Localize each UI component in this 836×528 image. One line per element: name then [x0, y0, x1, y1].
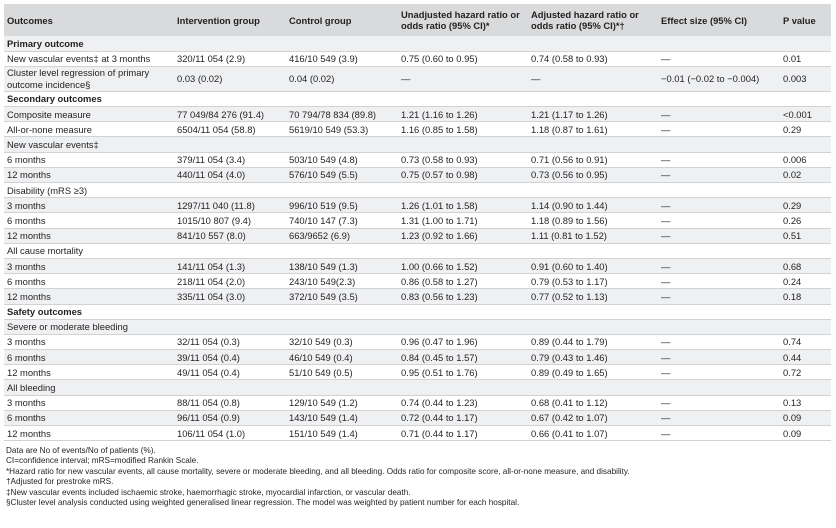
effect-size-cell: — — [658, 107, 780, 122]
outcome-cell: 3 months — [4, 395, 174, 410]
table-row — [4, 258, 831, 273]
table-footnotes — [6, 446, 630, 508]
effect-size-cell: — — [658, 289, 780, 304]
p-value-cell: 0.02 — [780, 167, 831, 182]
outcome-cell: All bleeding — [4, 380, 174, 395]
control-cell: 138/10 549 (1.3) — [286, 258, 398, 273]
header-control: Control group — [289, 14, 352, 26]
adjusted-cell — [528, 183, 658, 198]
effect-size-cell: — — [658, 426, 780, 441]
subgroup-header-row — [4, 183, 831, 198]
outcome-cell: 6 months — [4, 152, 174, 167]
table-row — [4, 274, 831, 289]
footnote: †Adjusted for prestroke mRS. — [6, 477, 114, 487]
p-value-cell: 0.29 — [780, 122, 831, 137]
unadjusted-cell: 0.71 (0.44 to 1.17) — [398, 426, 528, 441]
intervention-cell: 1297/11 040 (11.8) — [174, 198, 286, 213]
table-row — [4, 410, 831, 425]
outcome-cell: Secondary outcomes — [4, 91, 174, 106]
outcome-cell: Severe or moderate bleeding — [4, 319, 174, 334]
control-cell — [286, 380, 398, 395]
section-header-row — [4, 36, 831, 51]
outcome-cell: New vascular events‡ at 3 months — [4, 51, 174, 66]
intervention-cell: 32/11 054 (0.3) — [174, 334, 286, 349]
unadjusted-cell: 0.96 (0.47 to 1.96) — [398, 334, 528, 349]
control-cell — [286, 36, 398, 51]
intervention-cell: 96/11 054 (0.9) — [174, 410, 286, 425]
intervention-cell: 1015/10 807 (9.4) — [174, 213, 286, 228]
unadjusted-cell: 0.83 (0.56 to 1.23) — [398, 289, 528, 304]
effect-size-cell — [658, 304, 780, 319]
unadjusted-cell: 0.74 (0.44 to 1.23) — [398, 395, 528, 410]
adjusted-cell: 0.66 (0.41 to 1.07) — [528, 426, 658, 441]
intervention-cell: 77 049/84 276 (91.4) — [174, 107, 286, 122]
intervention-cell: 320/11 054 (2.9) — [174, 51, 286, 66]
p-value-cell — [780, 183, 831, 198]
p-value-cell: 0.74 — [780, 334, 831, 349]
outcome-cell: Disability (mRS ≥3) — [4, 183, 174, 198]
table-body — [4, 36, 831, 441]
effect-size-cell: — — [658, 258, 780, 273]
control-cell: 503/10 549 (4.8) — [286, 152, 398, 167]
footnote: ‡New vascular events included ischaemic stroke, haemorrhagic stroke, myocardial infarction, or vascular death. — [6, 487, 411, 497]
results-table — [4, 4, 831, 441]
control-cell: 70 794/78 834 (89.8) — [286, 107, 398, 122]
control-cell: 663/9652 (6.9) — [286, 228, 398, 243]
effect-size-cell: — — [658, 51, 780, 66]
footnote: Data are No of events/No of patients (%). — [6, 446, 156, 455]
p-value-cell — [780, 137, 831, 152]
outcome-cell: 12 months — [4, 289, 174, 304]
effect-size-cell: — — [658, 198, 780, 213]
header-outcomes: Outcomes — [7, 14, 53, 26]
adjusted-cell — [528, 36, 658, 51]
p-value-cell: 0.44 — [780, 350, 831, 365]
adjusted-cell: 1.18 (0.87 to 1.61) — [528, 122, 658, 137]
outcome-cell: 3 months — [4, 334, 174, 349]
intervention-cell — [174, 137, 286, 152]
adjusted-cell: 0.79 (0.43 to 1.46) — [528, 350, 658, 365]
effect-size-cell: — — [658, 274, 780, 289]
effect-size-cell: — — [658, 365, 780, 380]
intervention-cell: 379/11 054 (3.4) — [174, 152, 286, 167]
adjusted-cell — [528, 91, 658, 106]
adjusted-cell: 1.21 (1.17 to 1.26) — [528, 107, 658, 122]
unadjusted-cell: 0.86 (0.58 to 1.27) — [398, 274, 528, 289]
p-value-cell: 0.09 — [780, 426, 831, 441]
p-value-cell — [780, 36, 831, 51]
unadjusted-cell: 1.21 (1.16 to 1.26) — [398, 107, 528, 122]
adjusted-cell: — — [528, 66, 658, 91]
effect-size-cell — [658, 319, 780, 334]
unadjusted-cell: 1.31 (1.00 to 1.71) — [398, 213, 528, 228]
adjusted-cell: 0.79 (0.53 to 1.17) — [528, 274, 658, 289]
table-header-row — [4, 4, 831, 36]
p-value-cell: 0.18 — [780, 289, 831, 304]
unadjusted-cell — [398, 36, 528, 51]
effect-size-cell: — — [658, 350, 780, 365]
control-cell: 996/10 519 (9.5) — [286, 198, 398, 213]
adjusted-cell: 0.77 (0.52 to 1.13) — [528, 289, 658, 304]
p-value-cell: 0.003 — [780, 66, 831, 91]
effect-size-cell: — — [658, 334, 780, 349]
adjusted-cell — [528, 380, 658, 395]
adjusted-cell: 0.74 (0.58 to 0.93) — [528, 51, 658, 66]
adjusted-cell — [528, 243, 658, 258]
unadjusted-cell: 0.75 (0.60 to 0.95) — [398, 51, 528, 66]
intervention-cell: 218/11 054 (2.0) — [174, 274, 286, 289]
adjusted-cell: 1.14 (0.90 to 1.44) — [528, 198, 658, 213]
unadjusted-cell — [398, 91, 528, 106]
section-header-row — [4, 91, 831, 106]
subgroup-header-row — [4, 243, 831, 258]
control-cell: 129/10 549 (1.2) — [286, 395, 398, 410]
unadjusted-cell: — — [398, 66, 528, 91]
control-cell — [286, 319, 398, 334]
control-cell — [286, 91, 398, 106]
intervention-cell: 335/11 054 (3.0) — [174, 289, 286, 304]
unadjusted-cell — [398, 137, 528, 152]
adjusted-cell: 0.89 (0.49 to 1.65) — [528, 365, 658, 380]
table-row — [4, 167, 831, 182]
table-row — [4, 365, 831, 380]
table-row — [4, 228, 831, 243]
header-unadjusted: Unadjusted hazard ratio or odds ratio (95% CI)* — [401, 9, 520, 31]
intervention-cell — [174, 183, 286, 198]
control-cell: 0.04 (0.02) — [286, 66, 398, 91]
outcome-cell: 6 months — [4, 274, 174, 289]
p-value-cell — [780, 243, 831, 258]
table-row — [4, 426, 831, 441]
table-row — [4, 395, 831, 410]
adjusted-cell: 1.11 (0.81 to 1.52) — [528, 228, 658, 243]
control-cell — [286, 304, 398, 319]
effect-size-cell: — — [658, 228, 780, 243]
table-row — [4, 334, 831, 349]
intervention-cell: 6504/11 054 (58.8) — [174, 122, 286, 137]
table-row — [4, 107, 831, 122]
effect-size-cell — [658, 137, 780, 152]
effect-size-cell — [658, 91, 780, 106]
effect-size-cell: — — [658, 213, 780, 228]
p-value-cell: <0.001 — [780, 107, 831, 122]
subgroup-header-row — [4, 137, 831, 152]
footnote: CI=confidence interval; mRS=modified Rankin Scale. — [6, 456, 199, 466]
adjusted-cell — [528, 304, 658, 319]
adjusted-cell: 0.91 (0.60 to 1.40) — [528, 258, 658, 273]
adjusted-cell: 0.89 (0.44 to 1.79) — [528, 334, 658, 349]
intervention-cell: 440/11 054 (4.0) — [174, 167, 286, 182]
adjusted-cell — [528, 319, 658, 334]
effect-size-cell: −0.01 (−0.02 to −0.004) — [658, 66, 780, 91]
p-value-cell: 0.72 — [780, 365, 831, 380]
effect-size-cell: — — [658, 395, 780, 410]
adjusted-cell: 1.18 (0.89 to 1.56) — [528, 213, 658, 228]
outcome-cell: Composite measure — [4, 107, 174, 122]
header-adjusted: Adjusted hazard ratio or odds ratio (95% CI)*† — [531, 9, 639, 31]
control-cell: 576/10 549 (5.5) — [286, 167, 398, 182]
outcome-cell: 12 months — [4, 365, 174, 380]
unadjusted-cell: 1.26 (1.01 to 1.58) — [398, 198, 528, 213]
outcome-cell: 12 months — [4, 167, 174, 182]
intervention-cell: 88/11 054 (0.8) — [174, 395, 286, 410]
outcome-cell: All cause mortality — [4, 243, 174, 258]
p-value-cell: 0.01 — [780, 51, 831, 66]
outcome-cell: Primary outcome — [4, 36, 174, 51]
table-row — [4, 350, 831, 365]
effect-size-cell — [658, 243, 780, 258]
adjusted-cell: 0.73 (0.56 to 0.95) — [528, 167, 658, 182]
table-row — [4, 213, 831, 228]
intervention-cell — [174, 91, 286, 106]
outcome-cell: 12 months — [4, 228, 174, 243]
p-value-cell: 0.13 — [780, 395, 831, 410]
outcome-cell: 12 months — [4, 426, 174, 441]
unadjusted-cell: 0.95 (0.51 to 1.76) — [398, 365, 528, 380]
footnote: §Cluster level analysis conducted using weighted generalised linear regression. The model was weighted by patient number for each hospital. — [6, 498, 520, 508]
p-value-cell: 0.26 — [780, 213, 831, 228]
outcome-cell: 6 months — [4, 410, 174, 425]
outcome-cell: 3 months — [4, 198, 174, 213]
intervention-cell: 0.03 (0.02) — [174, 66, 286, 91]
table-row — [4, 122, 831, 137]
p-value-cell: 0.51 — [780, 228, 831, 243]
unadjusted-cell: 0.73 (0.58 to 0.93) — [398, 152, 528, 167]
outcome-cell: All-or-none measure — [4, 122, 174, 137]
effect-size-cell — [658, 183, 780, 198]
p-value-cell: 0.09 — [780, 410, 831, 425]
section-header-row — [4, 304, 831, 319]
outcome-cell: Cluster level regression of primary outcome incidence§ — [4, 66, 174, 91]
unadjusted-cell: 1.16 (0.85 to 1.58) — [398, 122, 528, 137]
table-row — [4, 66, 831, 91]
table-row — [4, 198, 831, 213]
control-cell: 51/10 549 (0.5) — [286, 365, 398, 380]
subgroup-header-row — [4, 380, 831, 395]
intervention-cell: 141/11 054 (1.3) — [174, 258, 286, 273]
adjusted-cell — [528, 137, 658, 152]
intervention-cell: 49/11 054 (0.4) — [174, 365, 286, 380]
p-value-cell — [780, 91, 831, 106]
table-row — [4, 51, 831, 66]
control-cell: 5619/10 549 (53.3) — [286, 122, 398, 137]
table-row — [4, 152, 831, 167]
p-value-cell — [780, 380, 831, 395]
intervention-cell — [174, 243, 286, 258]
control-cell: 151/10 549 (1.4) — [286, 426, 398, 441]
p-value-cell — [780, 304, 831, 319]
unadjusted-cell: 1.23 (0.92 to 1.66) — [398, 228, 528, 243]
header-p-value: P value — [783, 14, 816, 26]
p-value-cell: 0.006 — [780, 152, 831, 167]
outcome-cell: New vascular events‡ — [4, 137, 174, 152]
unadjusted-cell: 0.72 (0.44 to 1.17) — [398, 410, 528, 425]
control-cell: 46/10 549 (0.4) — [286, 350, 398, 365]
control-cell: 740/10 147 (7.3) — [286, 213, 398, 228]
p-value-cell — [780, 319, 831, 334]
unadjusted-cell: 0.84 (0.45 to 1.57) — [398, 350, 528, 365]
p-value-cell: 0.29 — [780, 198, 831, 213]
control-cell: 243/10 549(2.3) — [286, 274, 398, 289]
intervention-cell — [174, 380, 286, 395]
header-effect-size: Effect size (95% CI) — [661, 14, 747, 26]
intervention-cell: 106/11 054 (1.0) — [174, 426, 286, 441]
control-cell: 372/10 549 (3.5) — [286, 289, 398, 304]
control-cell: 416/10 549 (3.9) — [286, 51, 398, 66]
adjusted-cell: 0.71 (0.56 to 0.91) — [528, 152, 658, 167]
p-value-cell: 0.24 — [780, 274, 831, 289]
control-cell: 32/10 549 (0.3) — [286, 334, 398, 349]
outcome-cell: 6 months — [4, 350, 174, 365]
unadjusted-cell — [398, 183, 528, 198]
control-cell: 143/10 549 (1.4) — [286, 410, 398, 425]
intervention-cell — [174, 319, 286, 334]
unadjusted-cell — [398, 319, 528, 334]
effect-size-cell — [658, 380, 780, 395]
unadjusted-cell — [398, 304, 528, 319]
effect-size-cell: — — [658, 122, 780, 137]
unadjusted-cell — [398, 380, 528, 395]
table-row — [4, 289, 831, 304]
control-cell — [286, 183, 398, 198]
intervention-cell: 841/10 557 (8.0) — [174, 228, 286, 243]
adjusted-cell: 0.68 (0.41 to 1.12) — [528, 395, 658, 410]
outcome-cell: Safety outcomes — [4, 304, 174, 319]
header-intervention: Intervention group — [177, 14, 260, 26]
effect-size-cell: — — [658, 152, 780, 167]
effect-size-cell: — — [658, 410, 780, 425]
adjusted-cell: 0.67 (0.42 to 1.07) — [528, 410, 658, 425]
unadjusted-cell: 0.75 (0.57 to 0.98) — [398, 167, 528, 182]
unadjusted-cell — [398, 243, 528, 258]
unadjusted-cell: 1.00 (0.66 to 1.52) — [398, 258, 528, 273]
intervention-cell — [174, 36, 286, 51]
p-value-cell: 0.68 — [780, 258, 831, 273]
control-cell — [286, 243, 398, 258]
intervention-cell — [174, 304, 286, 319]
effect-size-cell: — — [658, 167, 780, 182]
footnote: *Hazard ratio for new vascular events, all cause mortality, severe or moderate bleeding, and all bleeding. Odds ratio for composite score, all-or-none measure, and disability. — [6, 466, 630, 476]
control-cell — [286, 137, 398, 152]
effect-size-cell — [658, 36, 780, 51]
intervention-cell: 39/11 054 (0.4) — [174, 350, 286, 365]
outcome-cell: 6 months — [4, 213, 174, 228]
subgroup-header-row — [4, 319, 831, 334]
outcome-cell: 3 months — [4, 258, 174, 273]
